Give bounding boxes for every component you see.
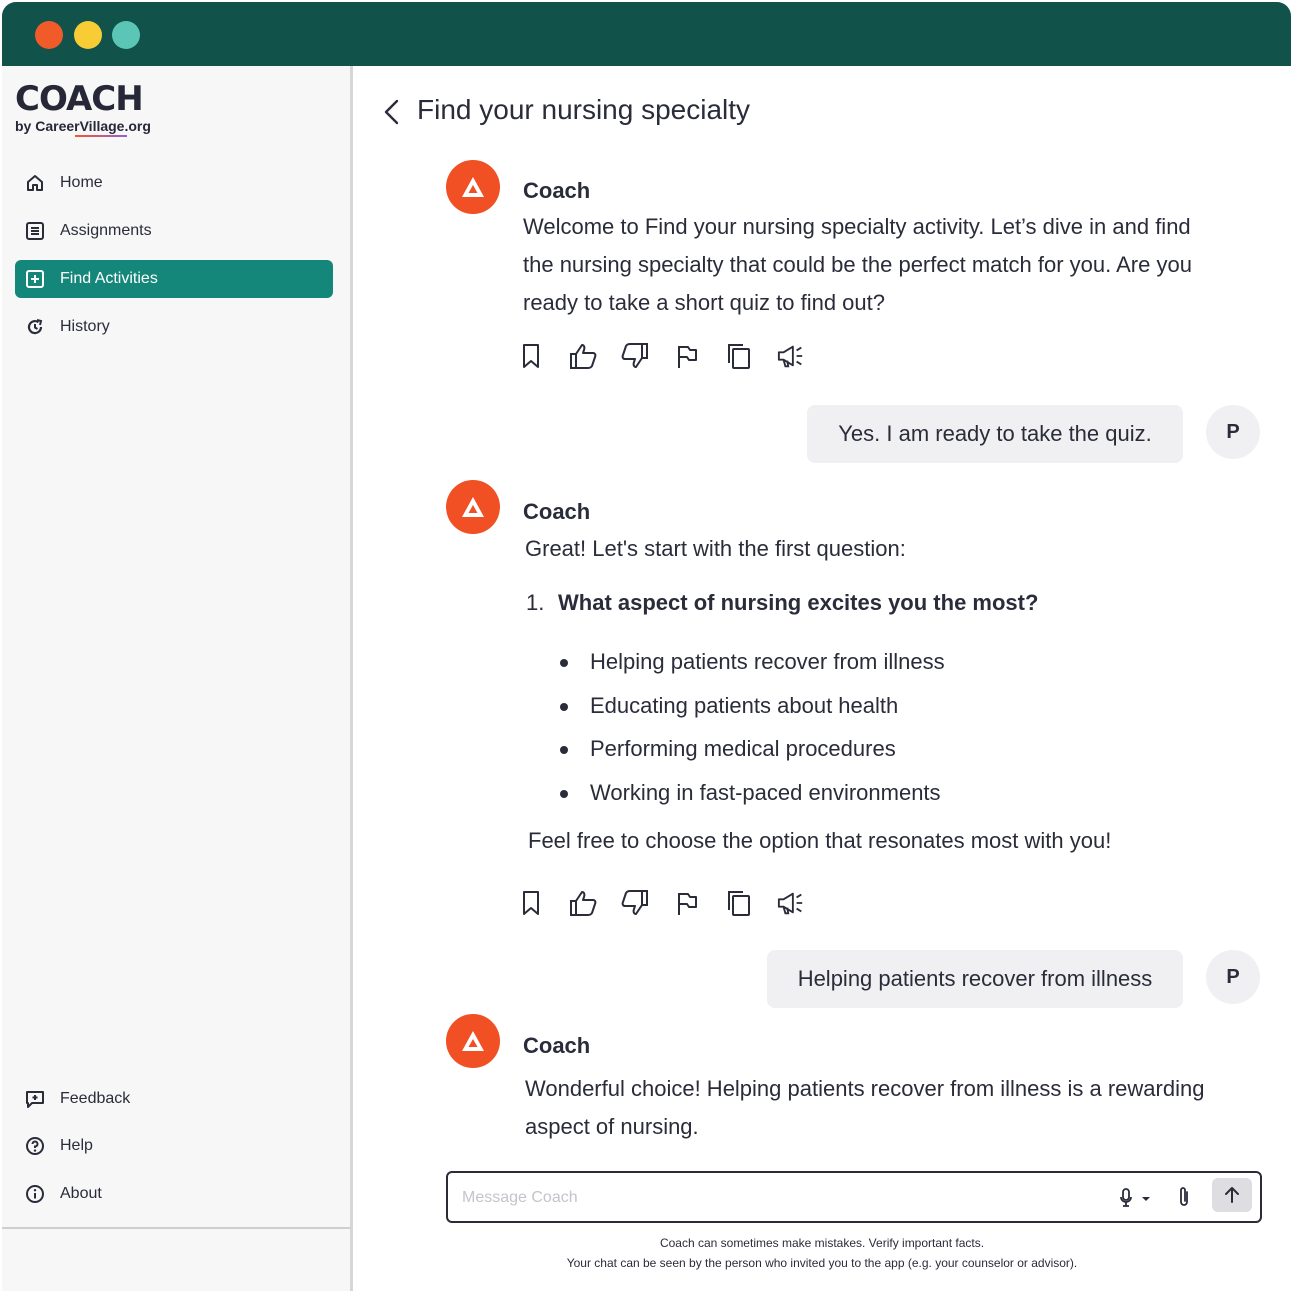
thumbs-up-icon[interactable] [569,342,597,370]
quiz-question: What aspect of nursing excites you the most? [558,590,1039,615]
question-number: 1. [526,590,545,615]
list-icon [24,220,46,242]
sidebar-item-find-activities[interactable] [15,260,333,298]
info-icon [24,1183,46,1205]
sidebar-item-label: Find Activities [60,270,158,287]
coach-avatar [446,160,500,214]
list-item: Performing medical procedures [560,733,945,777]
logo-subtitle: by CareerVillage.org [15,118,151,134]
logo-wordmark: COACH [15,79,143,119]
bookmark-icon[interactable] [517,342,545,370]
thumbs-up-icon[interactable] [569,889,597,917]
list-item: Helping patients recover from illness [560,646,945,690]
user-avatar: P [1206,950,1260,1004]
coach-logo-icon [460,1029,486,1053]
attachment-icon[interactable] [1174,1185,1194,1209]
disclaimer-line: Coach can sometimes make mistakes. Verify important facts. [659,1236,985,1250]
message-composer [446,1171,1262,1223]
zoom-window-button[interactable] [112,21,140,49]
copy-icon[interactable] [725,889,753,917]
send-button[interactable] [1212,1178,1252,1212]
user-avatar: P [1206,405,1260,459]
sidebar-item-label: Assignments [60,222,152,239]
close-window-button[interactable] [35,21,63,49]
back-arrow-icon[interactable] [381,98,403,126]
app-window [2,2,1291,1291]
sidebar-item-label: Help [60,1137,93,1154]
minimize-window-button[interactable] [74,21,102,49]
message-actions [517,342,829,370]
page-title: Find your nursing specialty [417,94,751,125]
sidebar-item-label: History [60,318,110,335]
sidebar-item-history[interactable] [15,308,333,346]
arrow-up-icon [1223,1186,1241,1204]
message-sender: Coach [523,178,591,203]
disclaimer-line: Your chat can be seen by the person who invited you to the app (e.g. your counselor or advisor). [566,1256,1078,1270]
bookmark-icon[interactable] [517,889,545,917]
coach-message-intro: Great! Let's start with the first question: [525,536,906,561]
user-message: Helping patients recover from illness [767,950,1183,1008]
list-item: Working in fast-paced environments [560,777,945,821]
history-icon [24,316,46,338]
list-item: Educating patients about health [560,690,945,734]
help-icon [24,1135,46,1157]
message-input[interactable] [460,1183,1084,1213]
sidebar-item-label: About [60,1185,102,1202]
thumbs-down-icon[interactable] [621,889,649,917]
thumbs-down-icon[interactable] [621,342,649,370]
user-message: Yes. I am ready to take the quiz. [807,405,1183,463]
coach-message: Wonderful choice! Helping patients recover from illness is a rewarding aspect of nursing. [525,1076,1205,1139]
coach-logo-icon [460,175,486,199]
feedback-icon [24,1088,46,1110]
sidebar-item-help[interactable] [15,1127,333,1165]
message-sender: Coach [523,499,591,524]
message-actions [517,889,829,917]
microphone-icon[interactable] [1118,1187,1154,1209]
title-bar [2,2,1291,66]
sidebar-divider [2,1227,350,1229]
sidebar-item-home[interactable] [15,164,333,202]
home-icon [24,172,46,194]
flag-icon[interactable] [673,889,701,917]
sidebar-item-assignments[interactable] [15,212,333,250]
coach-avatar [446,1014,500,1068]
sidebar-item-about[interactable] [15,1175,333,1213]
coach-logo-icon [460,495,486,519]
sidebar-item-feedback[interactable] [15,1080,333,1118]
sidebar [2,66,353,1291]
speaker-icon[interactable] [777,342,805,370]
copy-icon[interactable] [725,342,753,370]
message-sender: Coach [523,1033,591,1058]
coach-avatar [446,480,500,534]
sidebar-item-label: Home [60,174,103,191]
plus-square-icon [24,268,46,290]
sidebar-item-label: Feedback [60,1090,131,1107]
coach-message-outro: Feel free to choose the option that resonates most with you! [528,828,1112,853]
speaker-icon[interactable] [777,889,805,917]
quiz-options [560,646,945,820]
flag-icon[interactable] [673,342,701,370]
coach-message: Welcome to Find your nursing specialty activity. Let’s dive in and find the nursing specialty that could be the perfect match for you. Are you ready to take a short quiz to find out? [523,214,1192,315]
logo[interactable] [15,80,151,134]
chat-panel [353,66,1291,1291]
